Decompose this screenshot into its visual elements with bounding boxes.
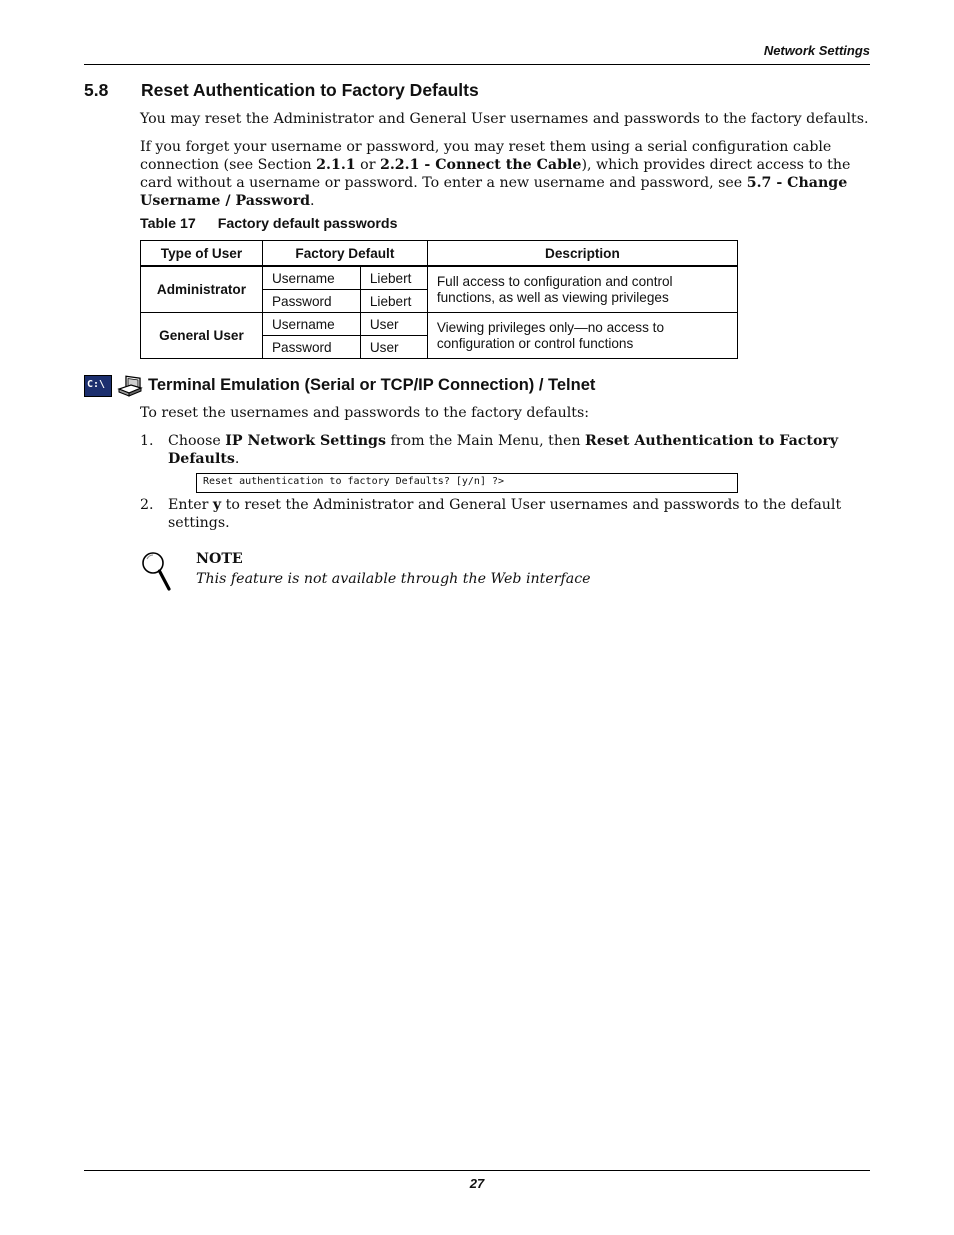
field-cell: Password: [262, 336, 360, 359]
instruction-intro: To reset the usernames and passwords to the factory defaults:: [140, 405, 590, 421]
header-type-of-user: Type of User: [141, 241, 263, 267]
step-number: 1.: [140, 433, 154, 449]
section-ref-2-1-1: 2.1.1: [316, 157, 356, 173]
forgot-paragraph: If you forget your username or password, you may reset them using a serial configuration cable connection (see Section 2.1.1 or 2.2.1 - Connect the Cable), which provides direct access to the card without a username or password. To enter a new username and password, see 5.7 - Change Username / Password.: [140, 139, 851, 209]
user-type-admin: Administrator: [141, 266, 263, 313]
header-factory-default: Factory Default: [262, 241, 427, 267]
description-admin: Full access to configuration and control functions, as well as viewing privileges: [427, 266, 737, 313]
terminal-prompt-box: Reset authentication to factory Defaults? [y/n] ?>: [196, 473, 738, 493]
section-ref-5-7: 5.7 - Change Username / Password: [140, 175, 848, 209]
description-general: Viewing privileges only—no access to configuration or control functions: [427, 313, 737, 359]
header-description: Description: [427, 241, 737, 267]
intro-paragraph: You may reset the Administrator and General User usernames and passwords to the factory defaults.: [140, 111, 869, 127]
section-title: Reset Authentication to Factory Defaults: [141, 80, 479, 100]
table-row: [141, 313, 738, 336]
magnifier-icon: [140, 550, 172, 592]
footer-rule: [84, 1170, 870, 1171]
page-number: 27: [469, 1176, 485, 1191]
step-1-text: Choose IP Network Settings from the Main Menu, then Reset Authentication to Factory Defaults.: [168, 433, 839, 467]
note-title: NOTE: [196, 551, 243, 567]
user-type-general: General User: [141, 313, 263, 359]
value-cell: User: [360, 336, 427, 359]
subsection-title: Terminal Emulation (Serial or TCP/IP Connection) / Telnet: [148, 376, 596, 394]
section-ref-2-2-1: 2.2.1 - Connect the Cable: [379, 157, 582, 173]
field-cell: Password: [262, 290, 360, 313]
value-cell: Liebert: [360, 290, 427, 313]
value-cell: Liebert: [360, 266, 427, 290]
step-number: 2.: [140, 497, 154, 513]
table-row: [141, 266, 738, 290]
header-rule: [84, 64, 870, 65]
step-2-text: Enter y to reset the Administrator and General User usernames and passwords to the default settings.: [168, 497, 842, 531]
computer-icon: [117, 373, 143, 399]
running-header: Network Settings: [763, 43, 870, 58]
field-cell: Username: [262, 313, 360, 336]
command-prompt-icon: C:\: [84, 375, 112, 397]
table-caption: Table 17 Factory default passwords: [140, 216, 398, 232]
factory-defaults-table: [140, 240, 738, 359]
field-cell: Username: [262, 266, 360, 290]
note-text: This feature is not available through the Web interface: [196, 571, 591, 587]
section-number: 5.8: [84, 80, 109, 100]
table-header-row: [141, 241, 738, 267]
value-cell: User: [360, 313, 427, 336]
